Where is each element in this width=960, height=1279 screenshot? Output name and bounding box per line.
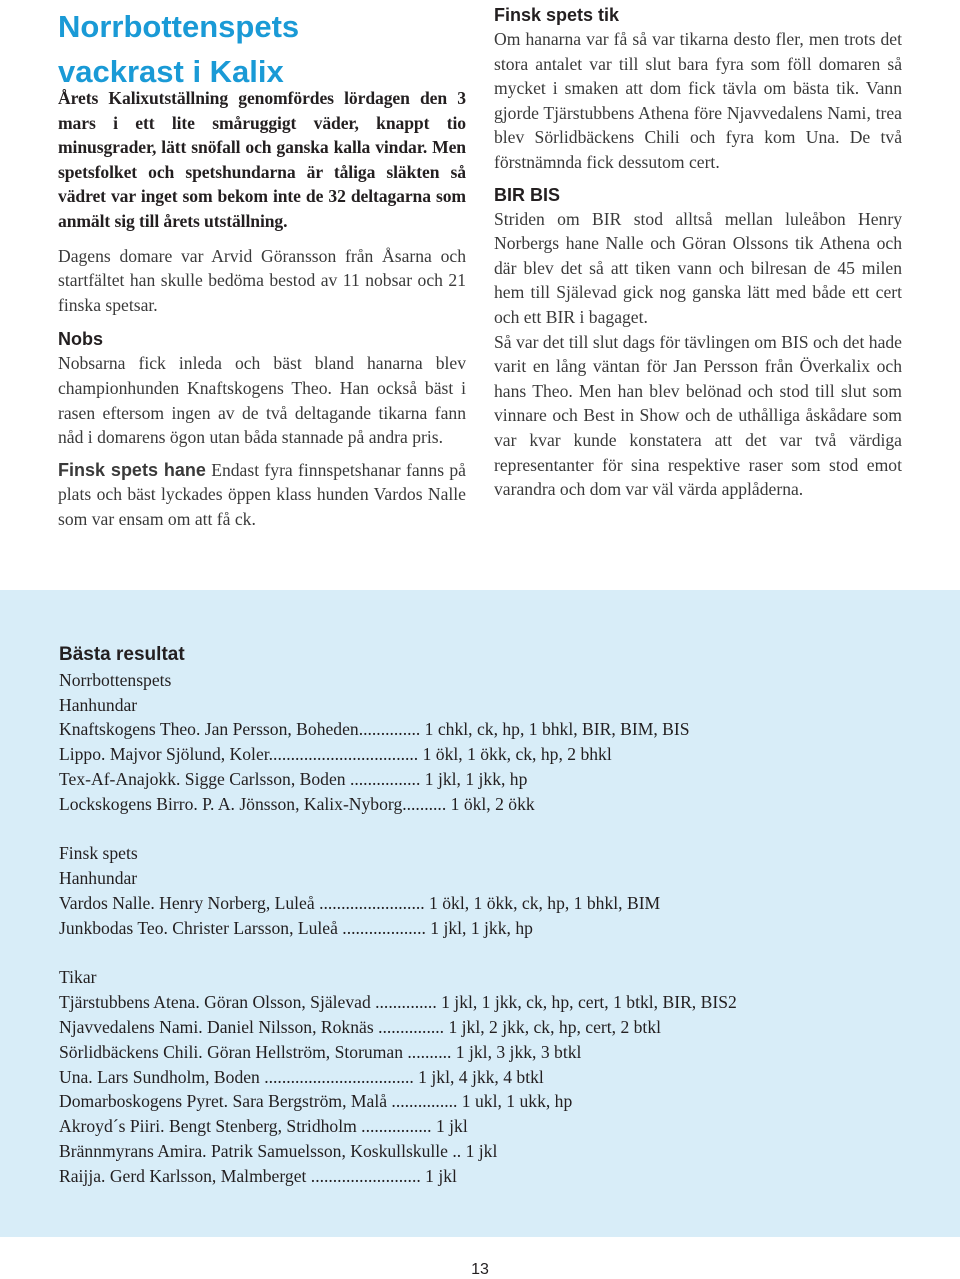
result-entry: Knaftskogens Theo. Jan Persson, Boheden.............. 1 chkl, ck, hp, 1 bhkl, BIR, BIM, BIS (59, 719, 690, 740)
result-entry: Domarboskogens Pyret. Sara Bergström, Malå ............... 1 ukl, 1 ukk, hp (59, 1091, 573, 1112)
result-entry: Lockskogens Birro. P. A. Jönsson, Kalix-Nyborg.......... 1 ökl, 2 ökk (59, 793, 535, 814)
result-entry: Akroyd´s Piiri. Bengt Stenberg, Stridholm ................ 1 jkl (59, 1116, 468, 1137)
result-entry: Sörlidbäckens Chili. Göran Hellström, Storuman .......... 1 jkl, 3 jkk, 3 btkl (59, 1041, 582, 1062)
result-entry: Vardos Nalle. Henry Norberg, Luleå ........................ 1 ökl, 1 ökk, ck, hp, 1 bhkl, BIM (59, 892, 661, 913)
result-entry: Raijja. Gerd Karlsson, Malmberget ......................... 1 jkl (59, 1165, 457, 1186)
tik-heading: Finsk spets tik (494, 5, 620, 25)
result-entry: Junkbodas Teo. Christer Larsson, Luleå ................... 1 jkl, 1 jkk, hp (59, 917, 533, 938)
bir-paragraph-1: Striden om BIR stod alltså mellan luleåbon Henry Norbergs hane Nalle och Göran Olssons tik Athena och där blev det så att tiken vann och bilresan de 45 milen hem till Själevad gick nog ganska lätt med både ett cert och ett BIR i bagaget. (494, 208, 902, 327)
bir-heading: BIR BIS (494, 184, 561, 205)
result-entry: Tex-Af-Anajokk. Sigge Carlsson, Boden ................ 1 jkl, 1 jkk, hp (59, 768, 528, 789)
hane-text: Endast fyra finnspetshanar fanns på plats och bäst lyckades öppen klass hunden Vardos Nalle som var ensam om att få ck. (58, 459, 466, 529)
article-title (58, 4, 478, 94)
right-column (494, 3, 902, 502)
intro-paragraph: Årets Kalixutställning genomfördes lördagen den 3 mars i ett lite småruggigt väder, knappt tio minusgrader, lätt snöfall och ganska kalla vindar. Men spetsfolket och spetshundarna är tåliga släkten så vädret var inget som bekom inte de 32 deltagarna som anmält sig till årets utställning. (58, 88, 466, 231)
hane-paragraph (58, 458, 466, 532)
results-title: Bästa resultat (59, 644, 185, 665)
nobs-paragraph: Nobsarna fick inleda och bäst bland hanarna blev championhunden Knaftskogens Theo. Han också bäst i rasen eftersom ingen av de två deltagande tikarna fann nåd i domarens ögon utan båda stannade på andra pris. (58, 353, 466, 448)
results-content (59, 643, 737, 1189)
result-entry: Una. Lars Sundholm, Boden .................................. 1 jkl, 4 jkk, 4 btkl (59, 1066, 544, 1087)
results-box (0, 590, 960, 1237)
group-heading: Norrbottenspets (59, 669, 172, 690)
bir-paragraph-2: Så var det till slut dags för tävlingen om BIS och det hade varit en lång väntan för Jan Persson från Överkalix och hans Theo. Men han blev belönad och stod till slut som vinnare och Best in Show och de uthålliga åskådare som var kvar kunde konstatera att det var två värdiga representanter för sina respektive raser som stod emot varandra och dom var väl värda applåderna. (494, 331, 902, 500)
spacer (59, 941, 737, 966)
result-entry: Brännmyrans Amira. Patrik Samuelsson, Koskullskulle .. 1 jkl (59, 1140, 498, 1161)
result-entry: Tjärstubbens Atena. Göran Olsson, Själevad .............. 1 jkl, 1 jkk, ck, hp, cert, 1 btkl, BIR, BIS2 (59, 992, 737, 1013)
result-entry: Lippo. Majvor Sjölund, Koler.................................. 1 ökl, 1 ökk, ck, hp, 2 bhkl (59, 744, 612, 765)
group-subheading: Hanhundar (59, 694, 138, 715)
article-title-line2: vackrast i Kalix (58, 54, 284, 89)
left-column (58, 86, 466, 532)
tik-paragraph: Om hanarna var få så var tikarna desto fler, men trots det stora antalet var till slut bara fyra som föll domaren så mycket i smaken att dom fick tävla om bästa tik. Vann gjorde Tjärstubbens Athena före Njavvedalens Nami, trea blev Sörlidbäckens Chili och fyra kom Una. De två förstnämnda fick dessutom cert. (494, 29, 902, 172)
hane-heading: Finsk spets hane (58, 459, 206, 480)
group-subheading: Tikar (59, 967, 97, 988)
page-number: 13 (471, 1261, 489, 1278)
group-heading: Finsk spets (59, 843, 138, 864)
article-title-line1: Norrbottenspets (58, 9, 300, 44)
nobs-heading: Nobs (58, 329, 103, 350)
judge-paragraph: Dagens domare var Arvid Göransson från Åsarna och startfältet han skulle bedöma bestod av 11 nobsar och 21 finska spetsar. (58, 245, 466, 315)
spacer (59, 817, 737, 842)
result-entry: Njavvedalens Nami. Daniel Nilsson, Roknäs ............... 1 jkl, 2 jkk, ck, hp, cert, 2 btkl (59, 1016, 662, 1037)
group-subheading: Hanhundar (59, 868, 138, 889)
